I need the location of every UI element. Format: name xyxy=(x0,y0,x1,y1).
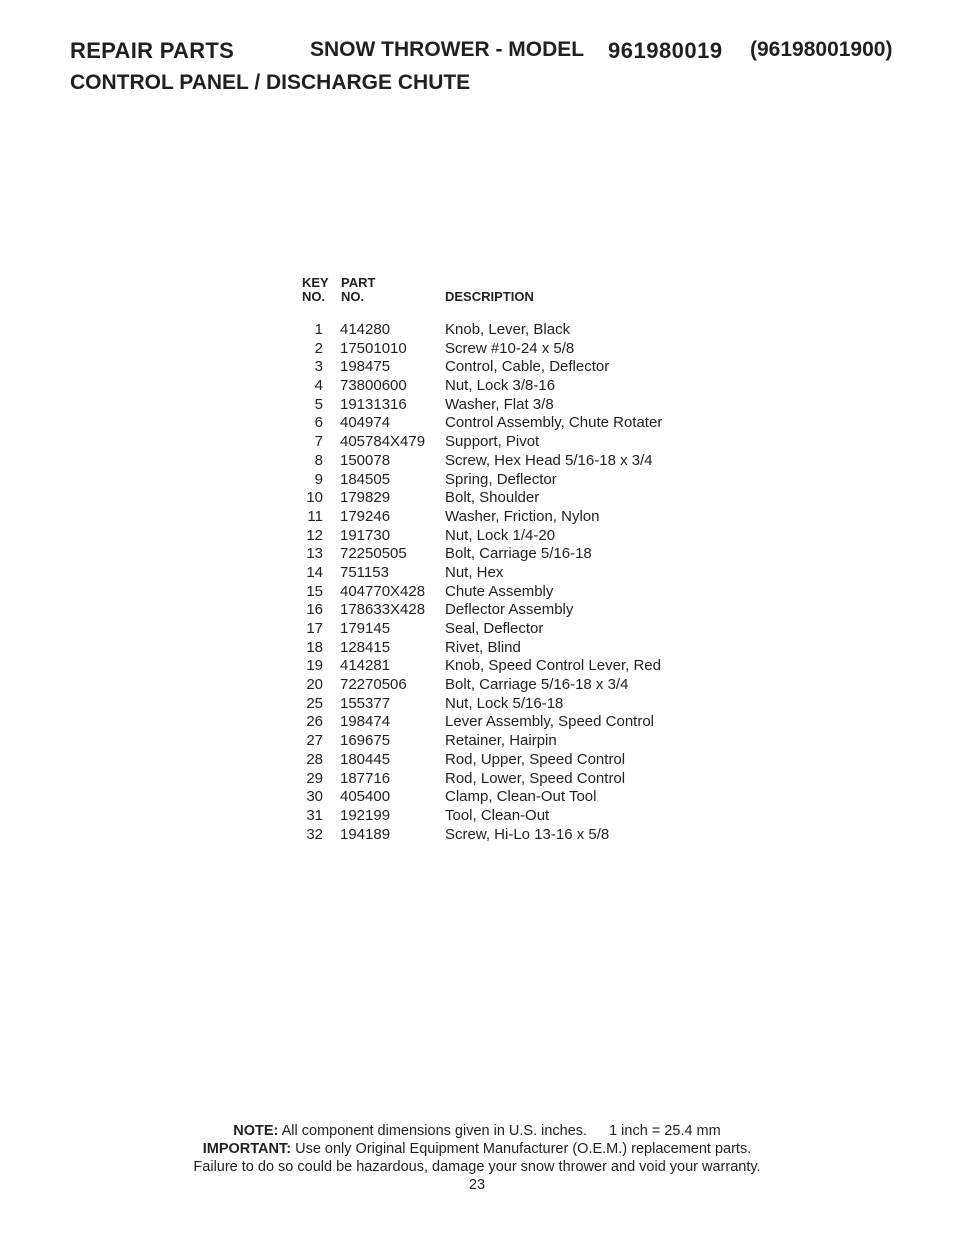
part-no: 179246 xyxy=(340,507,391,525)
col-part-no: PART NO. xyxy=(341,275,376,304)
part-description: Nut, Hex xyxy=(445,563,504,581)
key-no: 14 xyxy=(306,563,323,581)
col-description: DESCRIPTION xyxy=(445,289,534,304)
parts-list xyxy=(300,276,700,844)
key-no: 10 xyxy=(306,489,323,507)
important-text: Use only Original Equipment Manufacturer (O.E.M.) replacement parts. xyxy=(295,1141,752,1157)
part-no: 178633X428 xyxy=(340,601,426,619)
model-alt-number: (96198001900) xyxy=(750,38,893,61)
table-row xyxy=(300,508,700,527)
table-row xyxy=(300,826,700,845)
part-no: 405784X479 xyxy=(340,433,426,451)
table-row xyxy=(300,396,700,415)
table-row xyxy=(300,713,700,732)
part-no: 187716 xyxy=(340,769,391,787)
table-row xyxy=(300,564,700,583)
part-no: 128415 xyxy=(340,638,391,656)
table-row xyxy=(300,807,700,826)
key-no: 6 xyxy=(314,414,323,432)
table-row xyxy=(300,751,700,770)
key-no: 8 xyxy=(314,451,323,469)
table-row xyxy=(300,657,700,676)
table-row xyxy=(300,770,700,789)
warning-line: Failure to do so could be hazardous, damage your snow thrower and void your warranty. xyxy=(193,1159,761,1175)
key-no: 25 xyxy=(306,694,323,712)
key-no: 31 xyxy=(306,806,323,824)
table-row xyxy=(300,340,700,359)
part-no: 751153 xyxy=(340,563,389,581)
part-no: 155377 xyxy=(340,694,391,712)
part-no: 179145 xyxy=(340,620,391,637)
key-no: 16 xyxy=(306,601,323,619)
key-no: 32 xyxy=(306,825,323,843)
part-description: Screw, Hex Head 5/16-18 x 3/4 xyxy=(445,451,653,469)
part-description: Screw, Hi-Lo 13-16 x 5/8 xyxy=(445,825,610,843)
part-no: 404974 xyxy=(340,414,391,432)
part-no: 72250505 xyxy=(340,545,407,563)
parts-list-header xyxy=(300,276,700,316)
part-description: Nut, Lock 5/16-18 xyxy=(445,694,564,712)
key-no: 17 xyxy=(306,620,323,637)
key-no: 3 xyxy=(314,358,323,376)
part-no: 150078 xyxy=(340,451,391,469)
part-description: Washer, Friction, Nylon xyxy=(445,507,600,525)
part-no: 169675 xyxy=(340,732,391,750)
part-description: Nut, Lock 1/4-20 xyxy=(445,526,556,544)
table-row xyxy=(300,788,700,807)
part-no: 191730 xyxy=(340,526,391,544)
part-description: Bolt, Carriage 5/16-18 xyxy=(445,545,592,563)
part-no: 404770X428 xyxy=(340,582,426,600)
table-row xyxy=(300,620,700,639)
part-no: 198474 xyxy=(340,713,391,731)
note-line xyxy=(0,1122,954,1140)
part-description: Rod, Upper, Speed Control xyxy=(445,750,626,768)
part-no: 19131316 xyxy=(340,395,407,413)
key-no: 7 xyxy=(314,433,323,451)
part-description: Spring, Deflector xyxy=(445,470,557,488)
part-description: Screw #10-24 x 5/8 xyxy=(445,339,575,357)
part-no: 73800600 xyxy=(340,377,407,395)
part-description: Seal, Deflector xyxy=(445,620,544,637)
key-no: 15 xyxy=(306,582,323,600)
table-row xyxy=(300,676,700,695)
part-no: 179829 xyxy=(340,489,391,507)
part-description: Rivet, Blind xyxy=(445,638,521,656)
part-description: Control Assembly, Chute Rotater xyxy=(445,414,663,432)
table-row xyxy=(300,358,700,377)
part-no: 184505 xyxy=(340,470,391,488)
key-no: 19 xyxy=(306,657,323,675)
important-label: IMPORTANT: xyxy=(202,1141,292,1157)
key-no: 13 xyxy=(306,545,323,563)
part-description: Nut, Lock 3/8-16 xyxy=(445,377,556,395)
model-prefix: SNOW THROWER - MODEL xyxy=(310,38,585,61)
part-no: 414280 xyxy=(340,321,391,338)
key-no: 20 xyxy=(306,676,323,694)
key-no: 12 xyxy=(306,526,323,544)
key-no: 11 xyxy=(307,507,323,525)
parts-list-rows xyxy=(300,321,700,844)
section-title: REPAIR PARTS xyxy=(70,38,235,63)
part-description: Bolt, Shoulder xyxy=(445,489,540,507)
table-row xyxy=(300,433,700,452)
key-no: 5 xyxy=(314,395,323,413)
part-description: Retainer, Hairpin xyxy=(445,732,557,750)
key-no: 29 xyxy=(306,769,323,787)
part-description: Lever Assembly, Speed Control xyxy=(445,713,654,731)
part-description: Clamp, Clean-Out Tool xyxy=(445,788,597,806)
table-row xyxy=(300,471,700,490)
part-description: Support, Pivot xyxy=(445,433,540,451)
table-row xyxy=(300,639,700,658)
key-no: 2 xyxy=(314,339,323,357)
table-row xyxy=(300,732,700,751)
part-description: Control, Cable, Deflector xyxy=(445,358,610,376)
table-row xyxy=(300,527,700,546)
part-no: 198475 xyxy=(340,358,391,376)
key-no: 18 xyxy=(306,638,323,656)
part-description: Deflector Assembly xyxy=(445,601,574,619)
part-description: Tool, Clean-Out xyxy=(445,806,550,824)
part-no: 17501010 xyxy=(340,339,407,357)
table-row xyxy=(300,452,700,471)
part-no: 405400 xyxy=(340,788,391,806)
table-row xyxy=(300,601,700,620)
table-row xyxy=(300,321,700,340)
conversion-text: 1 inch = 25.4 mm xyxy=(609,1123,721,1139)
table-row xyxy=(300,695,700,714)
part-no: 194189 xyxy=(340,825,391,843)
page-subtitle: CONTROL PANEL / DISCHARGE CHUTE xyxy=(70,71,471,94)
page-number: 23 xyxy=(468,1177,486,1193)
part-no: 192199 xyxy=(340,806,391,824)
part-description: Chute Assembly xyxy=(445,582,554,600)
table-row xyxy=(300,583,700,602)
key-no: 9 xyxy=(314,470,323,488)
table-row xyxy=(300,489,700,508)
table-row xyxy=(300,414,700,433)
part-description: Washer, Flat 3/8 xyxy=(445,395,554,413)
note-text: All component dimensions given in U.S. inches. xyxy=(281,1123,588,1139)
col-key-no: KEY NO. xyxy=(302,275,329,304)
part-no: 414281 xyxy=(340,657,391,675)
part-description: Rod, Lower, Speed Control xyxy=(445,769,626,787)
part-description: Knob, Speed Control Lever, Red xyxy=(445,657,661,675)
model-number: 961980019 xyxy=(608,38,723,63)
part-description: Knob, Lever, Black xyxy=(445,321,571,338)
part-description: Bolt, Carriage 5/16-18 x 3/4 xyxy=(445,676,629,694)
table-row xyxy=(300,377,700,396)
note-label: NOTE: xyxy=(233,1123,279,1139)
key-no: 27 xyxy=(306,732,323,750)
important-line xyxy=(0,1140,954,1158)
part-no: 180445 xyxy=(340,750,391,768)
key-no: 1 xyxy=(314,321,323,338)
key-no: 4 xyxy=(314,377,323,395)
part-no: 72270506 xyxy=(340,676,407,694)
key-no: 28 xyxy=(306,750,323,768)
page-footer xyxy=(0,1122,954,1194)
key-no: 30 xyxy=(306,788,323,806)
table-row xyxy=(300,545,700,564)
key-no: 26 xyxy=(306,713,323,731)
